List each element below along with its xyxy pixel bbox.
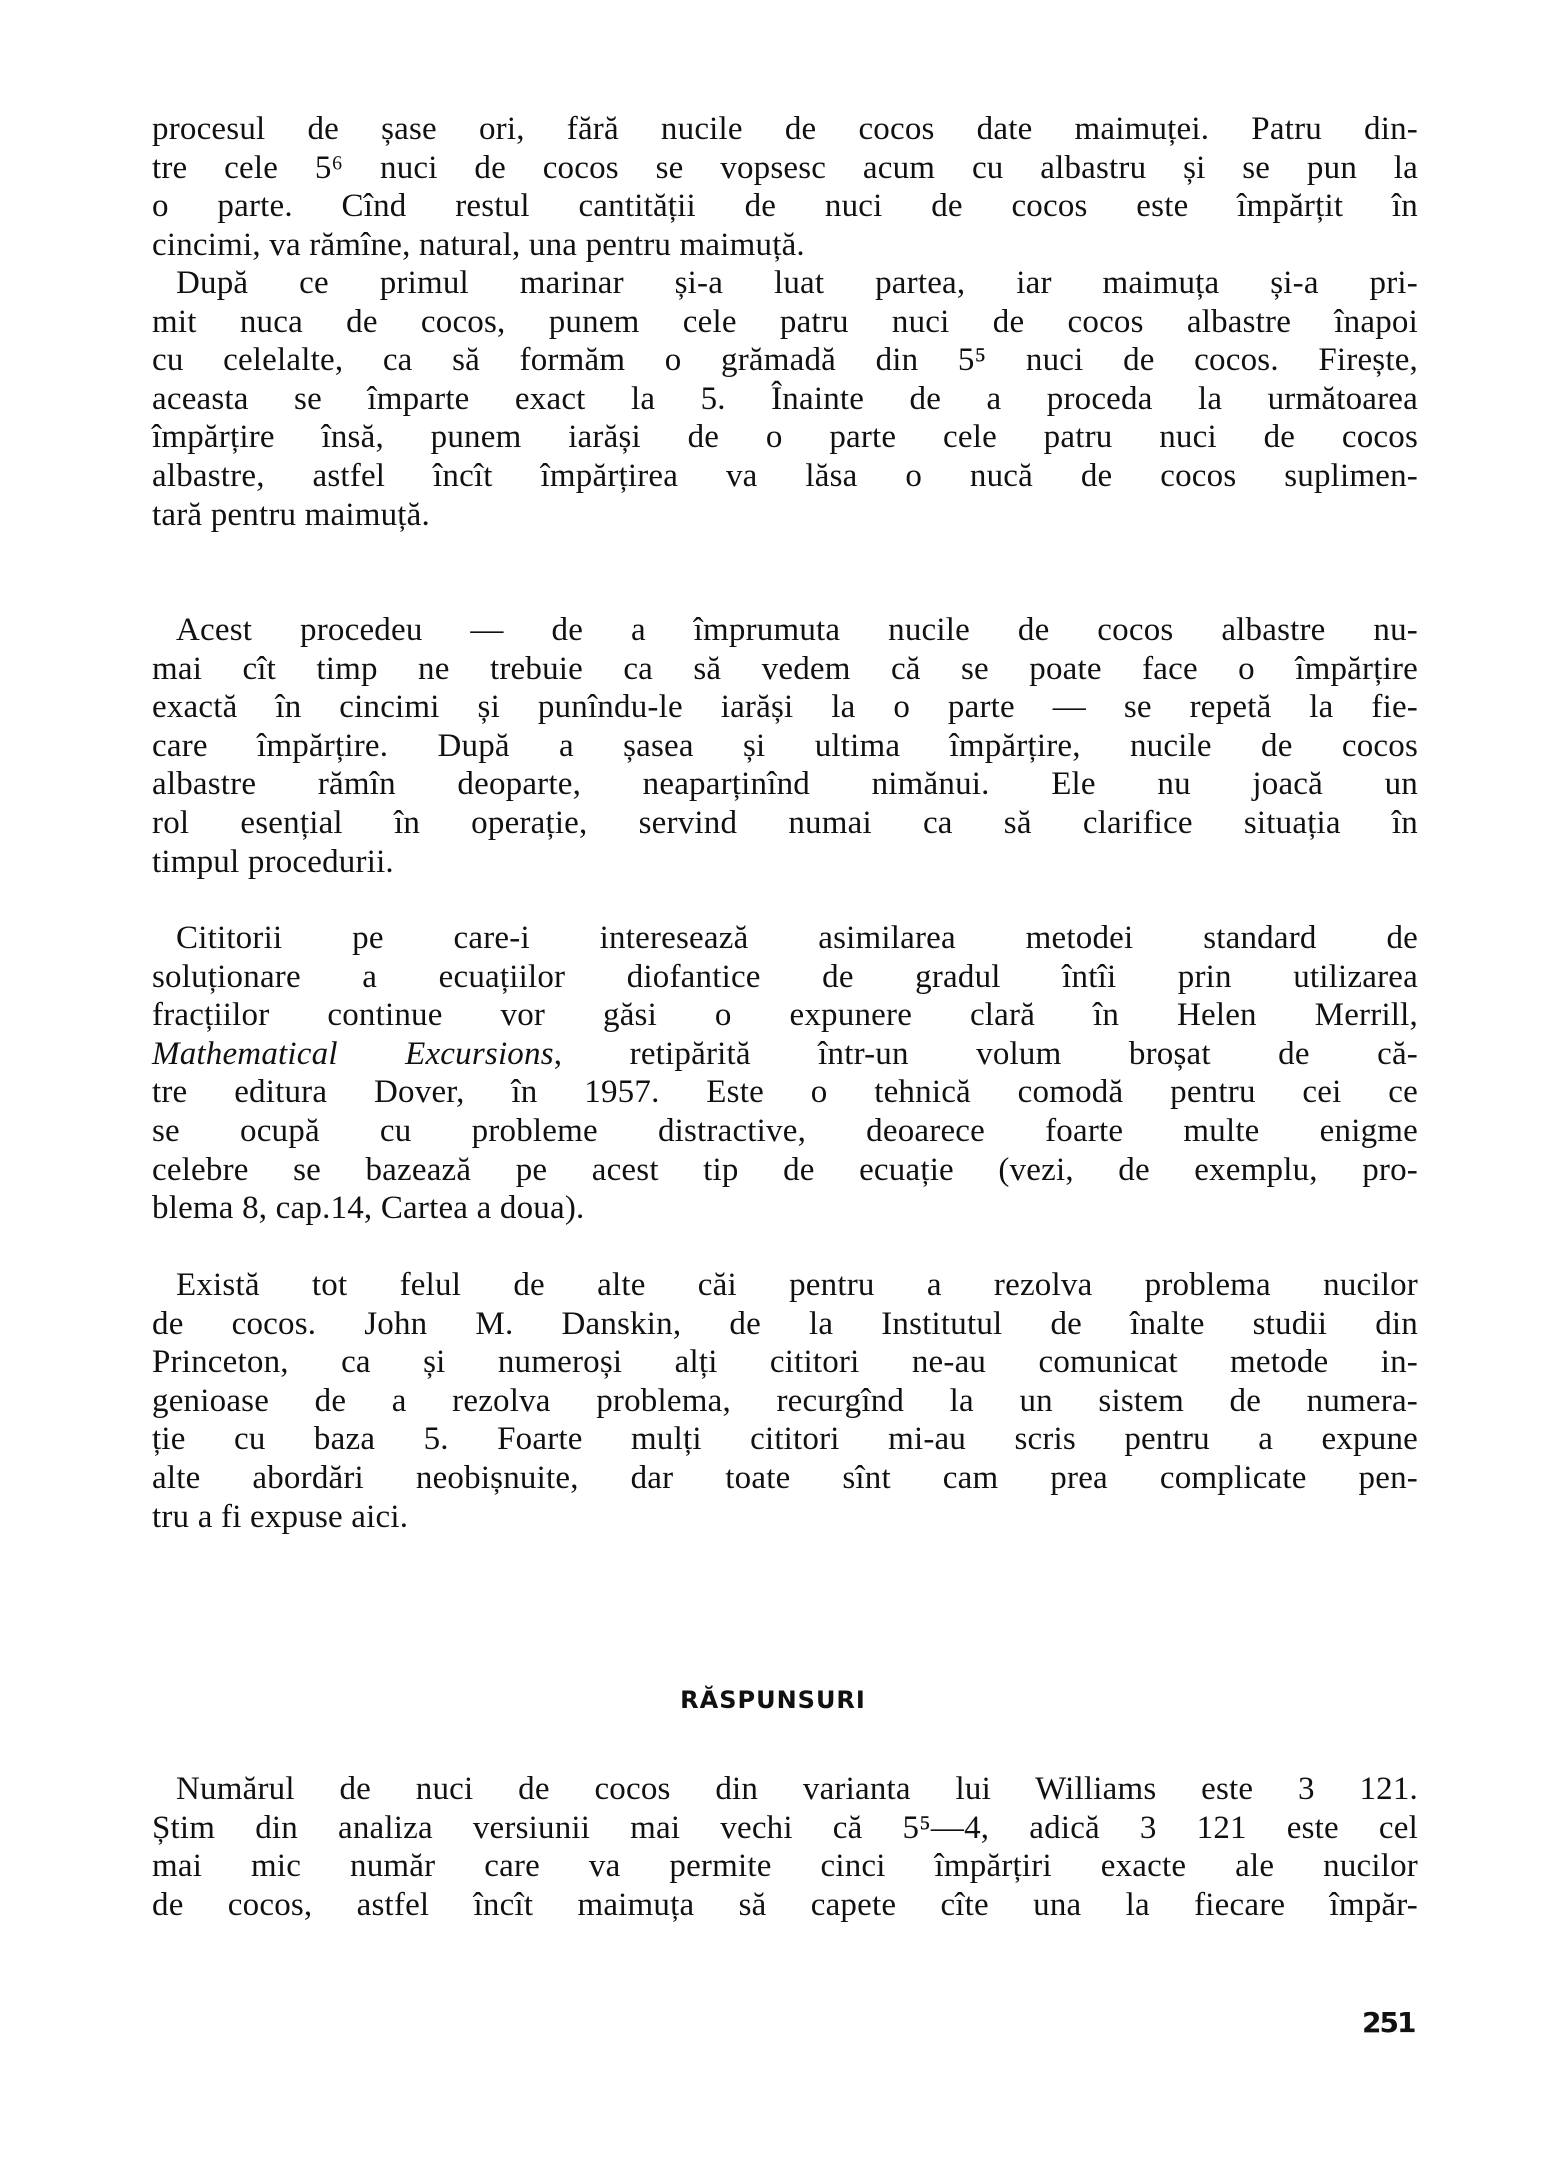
text-line: După ce primul marinar și-a luat partea, iar maimuța și-a pri- <box>176 265 1418 301</box>
text-line: care împărțire. După a șasea și ultima împărțire, nucile de cocos <box>152 727 1418 764</box>
book-title: Mathematical Excursions <box>152 1035 554 1072</box>
text-line: timpul procedurii. <box>152 843 394 880</box>
paragraph-3 <box>152 611 1418 881</box>
paragraph-1 <box>152 110 1418 264</box>
text-line: exactă în cincimi și punîndu-le iarăși la o parte — se repetă la fie- <box>152 689 1418 726</box>
text-line: Acest procedeu — de a împrumuta nucile de cocos albastre nu- <box>176 612 1418 648</box>
text-line: tru a fi expuse aici. <box>152 1498 409 1535</box>
page-number: 251 <box>1362 2006 1415 2039</box>
text-line: mai mic număr care va permite cinci împărțiri exacte ale nucilor <box>152 1848 1418 1885</box>
text-line: albastre, astfel încît împărțirea va lăsa o nucă de cocos suplimen- <box>152 457 1418 494</box>
paragraph-4 <box>152 919 1418 1228</box>
paragraph-5 <box>152 1266 1418 1536</box>
paragraph-6 <box>152 1770 1418 1924</box>
text-line: ție cu baza 5. Foarte mulți cititori mi-au scris pentru a expune <box>152 1421 1418 1458</box>
text-line-with-book-title: Mathematical Excursions, retipărită într-un volum broșat de că- <box>152 1035 1418 1072</box>
text-line: celebre se bazează pe acest tip de ecuație (vezi, de exemplu, pro- <box>152 1151 1418 1188</box>
text-line: albastre rămîn deoparte, neaparținînd nimănui. Ele nu joacă un <box>152 766 1418 803</box>
text-line: tară pentru maimuță. <box>152 496 430 533</box>
text-line: Numărul de nuci de cocos din varianta lui Williams este 3 121. <box>176 1771 1418 1807</box>
text-line: procesul de șase ori, fără nucile de cocos date maimuței. Patru din- <box>152 111 1418 147</box>
text-line: mit nuca de cocos, punem cele patru nuci de cocos albastre înapoi <box>152 303 1418 340</box>
text-line: Există tot felul de alte căi pentru a rezolva problema nucilor <box>176 1267 1418 1303</box>
text-line: o parte. Cînd restul cantității de nuci de cocos este împărțit în <box>152 188 1418 225</box>
text-line: rol esențial în operație, servind numai ca să clarifice situația în <box>152 804 1418 841</box>
text-line: cincimi, va rămîne, natural, una pentru maimuță. <box>152 226 805 263</box>
text-line: blema 8, cap.14, Cartea a doua). <box>152 1190 585 1227</box>
text-line: Știm din analiza versiunii mai vechi că 5⁵—4, adică 3 121 este cel <box>152 1809 1418 1846</box>
text-line: alte abordări neobișnuite, dar toate sînt cam prea complicate pen- <box>152 1459 1418 1496</box>
text-line: tre cele 5⁶ nuci de cocos se vopsesc acum cu albastru și se pun la <box>152 149 1418 186</box>
text-line: mai cît timp ne trebuie ca să vedem că se poate face o împărțire <box>152 650 1418 687</box>
text-line: de cocos. John M. Danskin, de la Institutul de înalte studii din <box>152 1305 1418 1342</box>
text-line: aceasta se împarte exact la 5. Înainte de a proceda la următoarea <box>152 380 1418 417</box>
section-heading: RĂSPUNSURI <box>680 1686 866 1714</box>
text-line: de cocos, astfel încît maimuța să capete cîte una la fiecare împăr- <box>152 1886 1418 1923</box>
text-line: împărțire însă, punem iarăși de o parte cele patru nuci de cocos <box>152 419 1418 456</box>
paragraph-2 <box>152 264 1418 534</box>
text-line: genioase de a rezolva problema, recurgînd la un sistem de numera- <box>152 1382 1418 1419</box>
text-line: tre editura Dover, în 1957. Este o tehnică comodă pentru cei ce <box>152 1074 1418 1111</box>
text-line: soluționare a ecuațiilor diofantice de gradul întîi prin utilizarea <box>152 958 1418 995</box>
text-line: cu celelalte, ca să formăm o grămadă din 5⁵ nuci de cocos. Firește, <box>152 342 1418 379</box>
text-line: Princeton, ca și numeroși alți cititori ne-au comunicat metode in- <box>152 1344 1418 1381</box>
text-line: se ocupă cu probleme distractive, deoarece foarte multe enigme <box>152 1112 1418 1149</box>
text-line: Cititorii pe care-i interesează asimilarea metodei standard de <box>176 920 1418 956</box>
text-line: fracțiilor continue vor găsi o expunere clară în Helen Merrill, <box>152 997 1418 1034</box>
